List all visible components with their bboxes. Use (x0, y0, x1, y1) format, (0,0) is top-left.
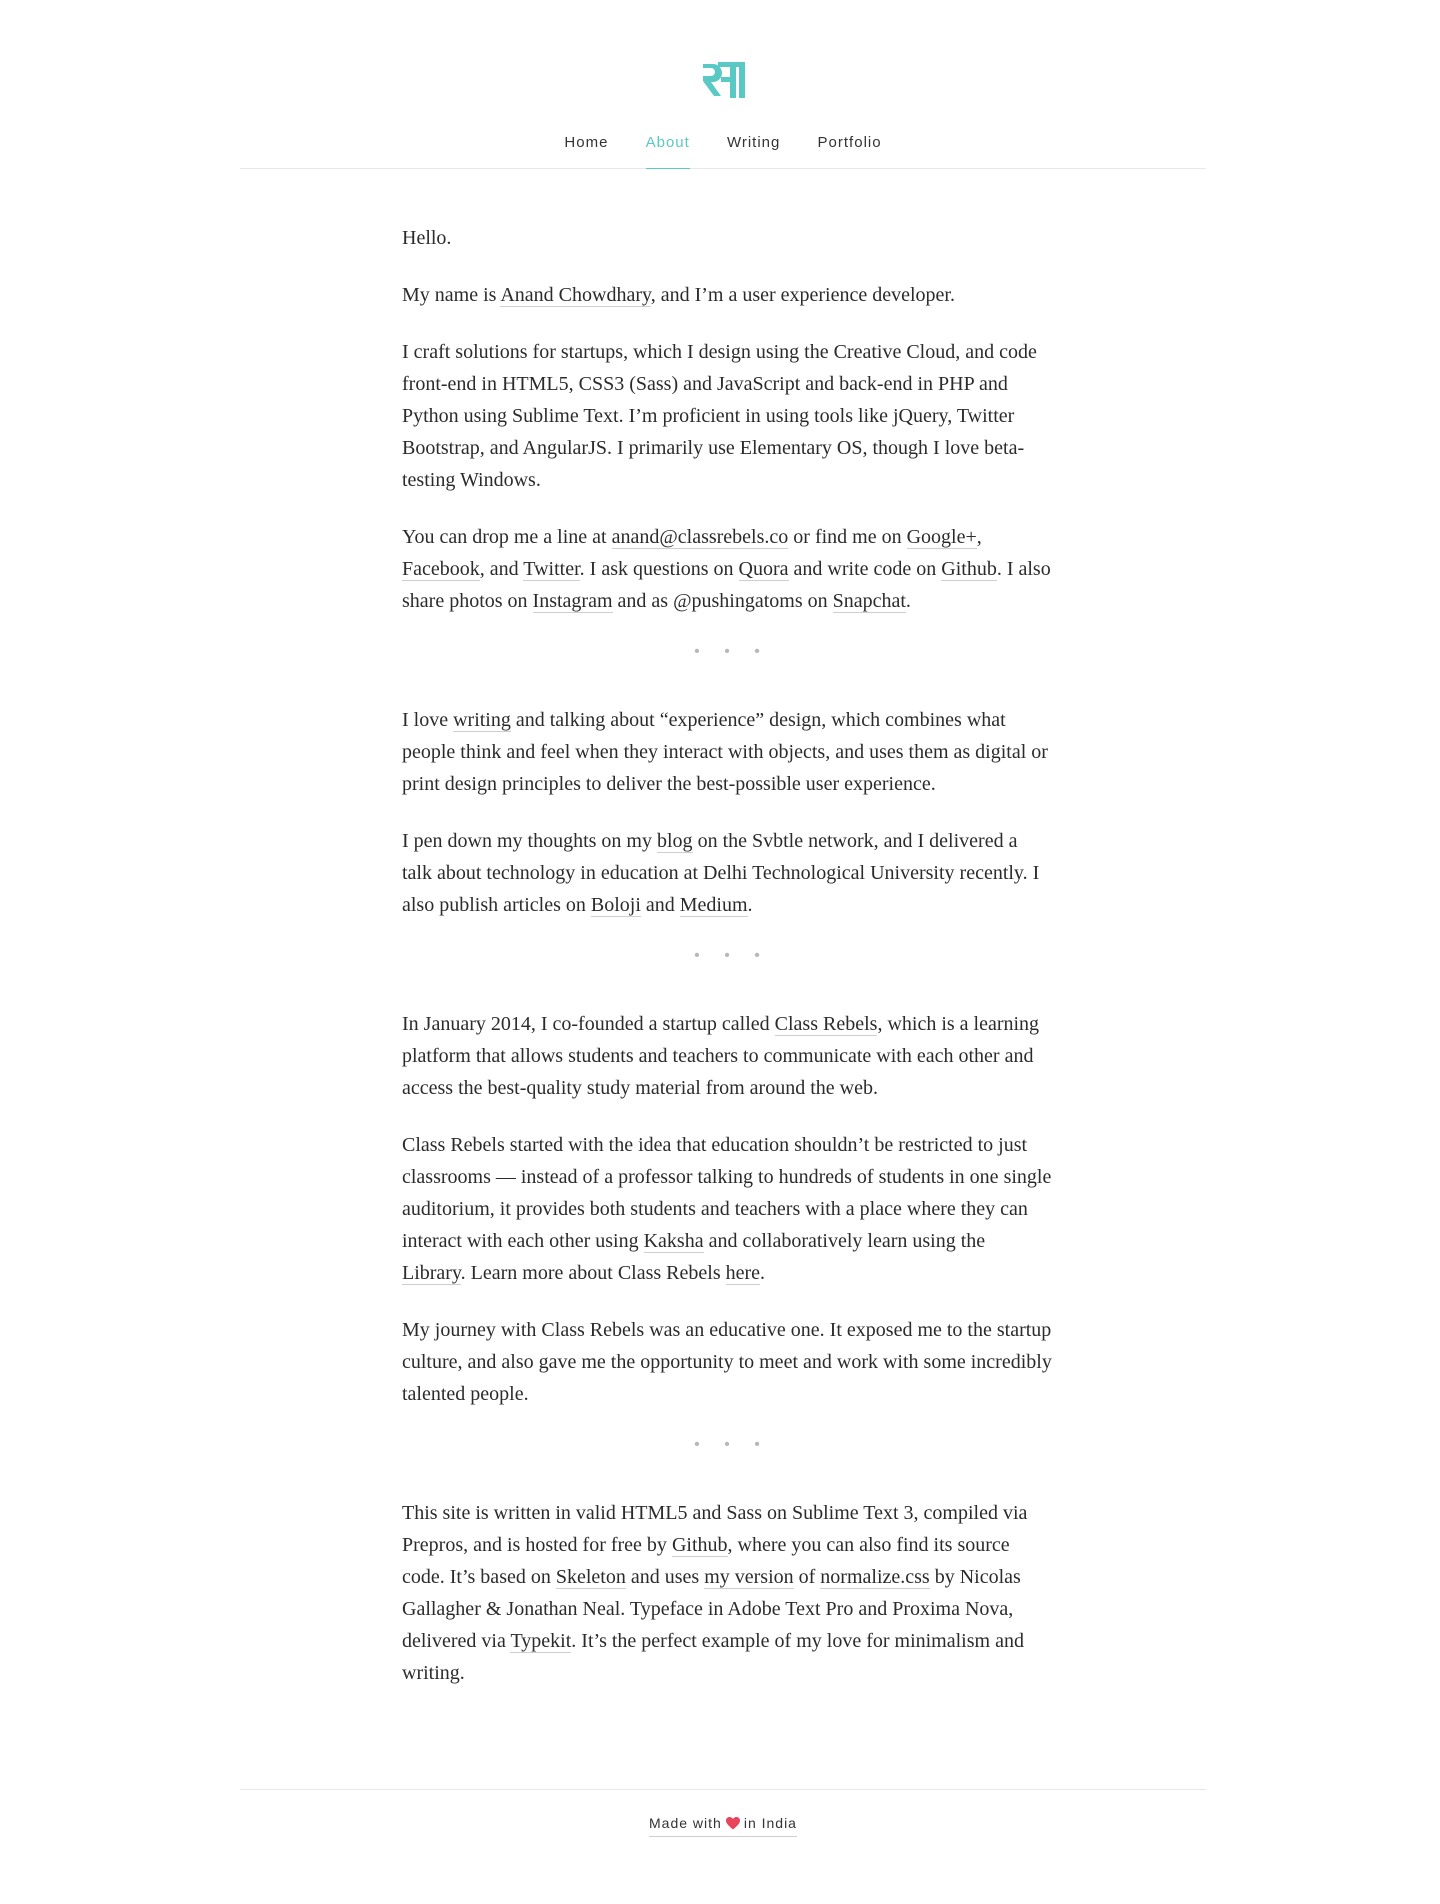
contact-paragraph (402, 521, 1052, 617)
nav-portfolio[interactable]: Portfolio (817, 134, 882, 151)
about-content (402, 222, 1052, 1714)
section-divider: • • • (694, 643, 770, 660)
boloji-link[interactable]: Boloji (590, 894, 641, 916)
text: My name is (402, 284, 501, 306)
github-source-link[interactable]: Github (671, 1534, 728, 1556)
text: I pen down my thoughts on my (402, 830, 657, 852)
made-in-india-link[interactable] (649, 1814, 797, 1837)
text: Class Rebels started with the idea that education shouldn’t be restricted to just classrooms — instead of a professor talking to hundreds of students in one single auditorium, it provides both students and teachers with a place where they can interact with each other using (402, 1134, 1052, 1252)
text: . Learn more about Class Rebels (460, 1262, 726, 1284)
quora-link[interactable]: Quora (738, 558, 789, 580)
main-nav (240, 134, 1206, 168)
startup-paragraph (402, 1008, 1052, 1104)
writing-link[interactable]: writing (453, 709, 511, 731)
heart-icon (726, 1816, 740, 1834)
devanagari-aa-logo-icon[interactable] (701, 58, 745, 102)
nav-writing[interactable]: Writing (726, 134, 781, 151)
text: of (793, 1566, 821, 1588)
typekit-link[interactable]: Typekit (510, 1630, 572, 1652)
section-divider: • • • (694, 1436, 770, 1453)
text: and write code on (788, 558, 942, 580)
site-header (240, 0, 1206, 169)
text: . I ask questions on (579, 558, 739, 580)
text: . (905, 590, 911, 612)
text: , which is a learning platform that allows students and teachers to communicate with each other and access the best-quality study material from around the web. (402, 1013, 1040, 1099)
facebook-link[interactable]: Facebook (402, 558, 480, 580)
here-link[interactable]: here (725, 1262, 761, 1284)
blog-paragraph (402, 825, 1052, 921)
name-link[interactable]: Anand Chowdhary (500, 284, 651, 306)
text: In January 2014, I co-founded a startup called (402, 1013, 775, 1035)
github-link[interactable]: Github (941, 558, 997, 580)
email-link[interactable]: anand@classrebels.co (611, 526, 789, 548)
colophon-paragraph (402, 1497, 1052, 1689)
text: and (640, 894, 680, 916)
section-divider: • • • (694, 947, 770, 964)
text: on the Svbtle network, and I delivered a talk about technology in education at Delhi Technological University recently. I also publish articles on (402, 830, 1040, 916)
text: or find me on (788, 526, 907, 548)
kaksha-link[interactable]: Kaksha (643, 1230, 704, 1252)
instagram-link[interactable]: Instagram (532, 590, 613, 612)
google-plus-link[interactable]: Google+ (906, 526, 977, 548)
text: and as @pushingatoms on (612, 590, 833, 612)
library-link[interactable]: Library (402, 1262, 461, 1284)
text: . (760, 1262, 766, 1284)
text: , where you can also find its source code. It’s based on (402, 1534, 1010, 1588)
writing-paragraph (402, 704, 1052, 800)
text: and collaboratively learn using the (703, 1230, 986, 1252)
medium-link[interactable]: Medium (679, 894, 748, 916)
class-rebels-link[interactable]: Class Rebels (774, 1013, 878, 1035)
normalize-link[interactable]: normalize.css (820, 1566, 930, 1588)
text: and talking about “experience” design, which combines what people think and feel when they interact with objects, and uses them as digital or print design principles to deliver the best-possible user experience. (402, 709, 1048, 795)
text: . I also share photos on (402, 558, 1051, 612)
twitter-link[interactable]: Twitter (523, 558, 580, 580)
class-rebels-paragraph (402, 1129, 1052, 1289)
nav-home[interactable]: Home (564, 134, 609, 151)
text: Made with (649, 1815, 722, 1831)
text: This site is written in valid HTML5 and Sass on Sublime Text 3, compiled via Prepros, and is hosted for free by (402, 1502, 1028, 1556)
skills-paragraph: I craft solutions for startups, which I design using the Creative Cloud, and code front-end in HTML5, CSS3 (Sass) and JavaScript and back-end in PHP and Python using Sublime Text. I’m proficient in using tools like jQuery, Twitter Bootstrap, and AngularJS. I primarily use Elementary OS, though I love beta-testing Windows. (402, 341, 1037, 491)
text: You can drop me a line at (402, 526, 612, 548)
nav-about[interactable]: About (646, 134, 690, 169)
text: by Nicolas Gallagher & Jonathan Neal. Typeface in Adobe Text Pro and Proxima Nova, delivered via (402, 1566, 1021, 1652)
text: , (976, 526, 982, 548)
skeleton-link[interactable]: Skeleton (555, 1566, 626, 1588)
site-footer (240, 1789, 1206, 1850)
greeting: Hello. (402, 227, 452, 249)
intro-name-paragraph (402, 279, 1052, 311)
text: I love (402, 709, 454, 731)
text: . It’s the perfect example of my love for minimalism and writing. (402, 1630, 1024, 1684)
snapchat-link[interactable]: Snapchat (832, 590, 906, 612)
blog-link[interactable]: blog (657, 830, 693, 852)
text: , and I’m a user experience developer. (650, 284, 955, 306)
text: in India (743, 1815, 797, 1831)
my-version-link[interactable]: my version (704, 1566, 794, 1588)
text: and uses (625, 1566, 705, 1588)
text: , and (479, 558, 524, 580)
text: . (747, 894, 753, 916)
journey-paragraph: My journey with Class Rebels was an educative one. It exposed me to the startup culture, and also gave me the opportunity to meet and work with some incredibly talented people. (402, 1319, 1052, 1405)
